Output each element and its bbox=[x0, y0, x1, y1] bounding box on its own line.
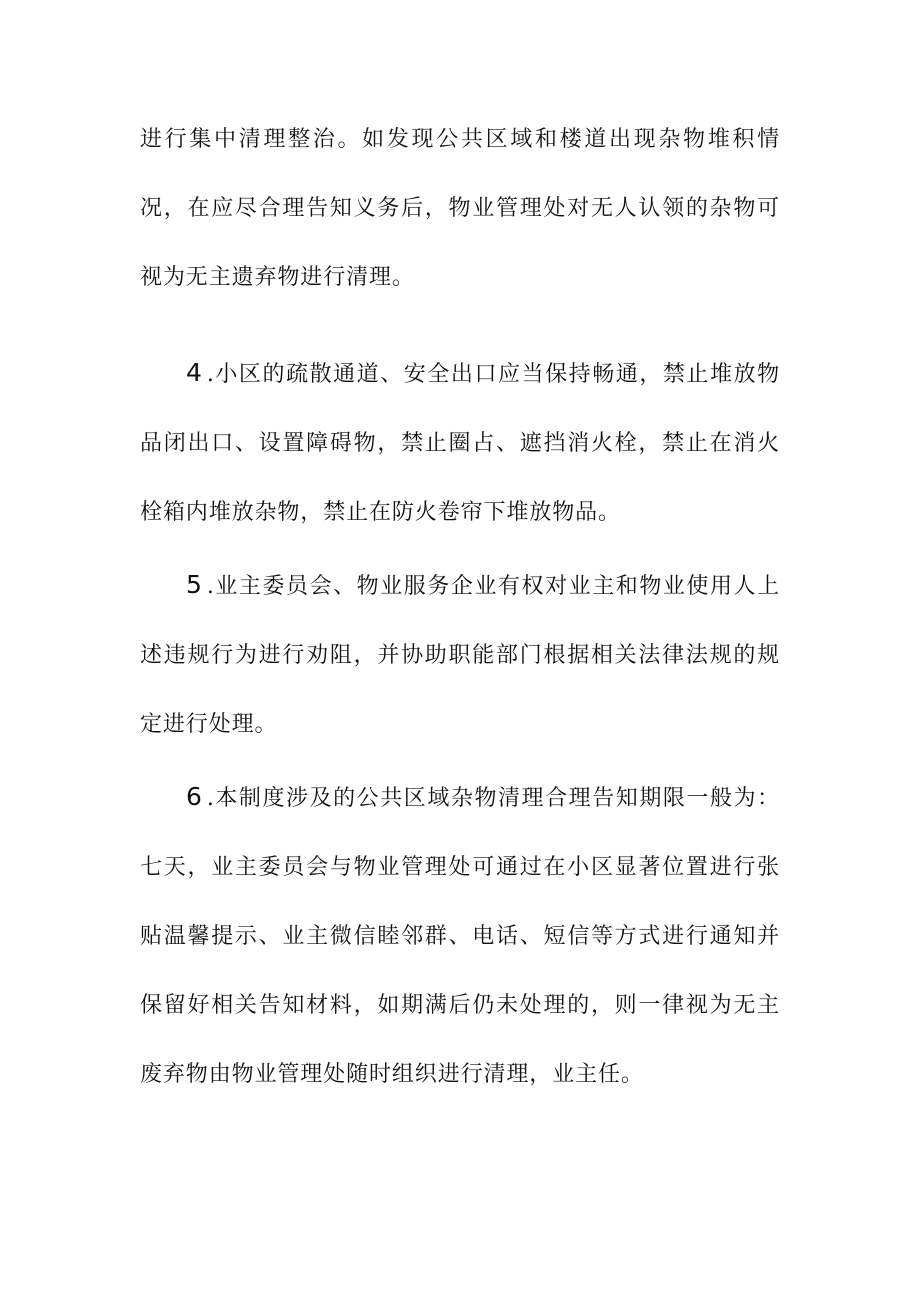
paragraph-text: .小区的疏散通道、安全出口应当保持畅通，禁止堆放物品闭出口、设置障碍物，禁止圈占、遮挡消火栓，禁止在消火栓箱内堆放杂物，禁止在防火卷帘下堆放物品。 bbox=[140, 362, 780, 525]
item-number: 4 bbox=[186, 358, 203, 387]
paragraph-text: .业主委员会、物业服务企业有权对业主和物业使用人上述违规行为进行劝阻，并协助职能部门根据相关法律法规的规定进行处理。 bbox=[140, 574, 780, 737]
paragraph-continuation bbox=[140, 105, 780, 312]
paragraph-item-4 bbox=[140, 338, 780, 547]
item-number: 6 bbox=[186, 782, 203, 811]
paragraph-text: 进行集中清理整治。如发现公共区域和楼道出现杂物堆积情况，在应尽合理告知义务后，物业管理处对无人认领的杂物可视为无主遗弃物进行清理。 bbox=[140, 127, 780, 290]
paragraph-item-6 bbox=[140, 762, 780, 1109]
item-number: 5 bbox=[186, 570, 203, 599]
paragraph-item-5 bbox=[140, 550, 780, 759]
paragraph-text: .本制度涉及的公共区域杂物清理合理告知期限一般为：七天，业主委员会与物业管理处可通过在小区显著位置进行张贴温馨提示、业主微信睦邻群、电话、短信等方式进行通知并保留好相关告知材料，如期满后仍未处理的，则一律视为无主废弃物由物业管理处随时组织进行清理，业主任。 bbox=[140, 786, 780, 1087]
